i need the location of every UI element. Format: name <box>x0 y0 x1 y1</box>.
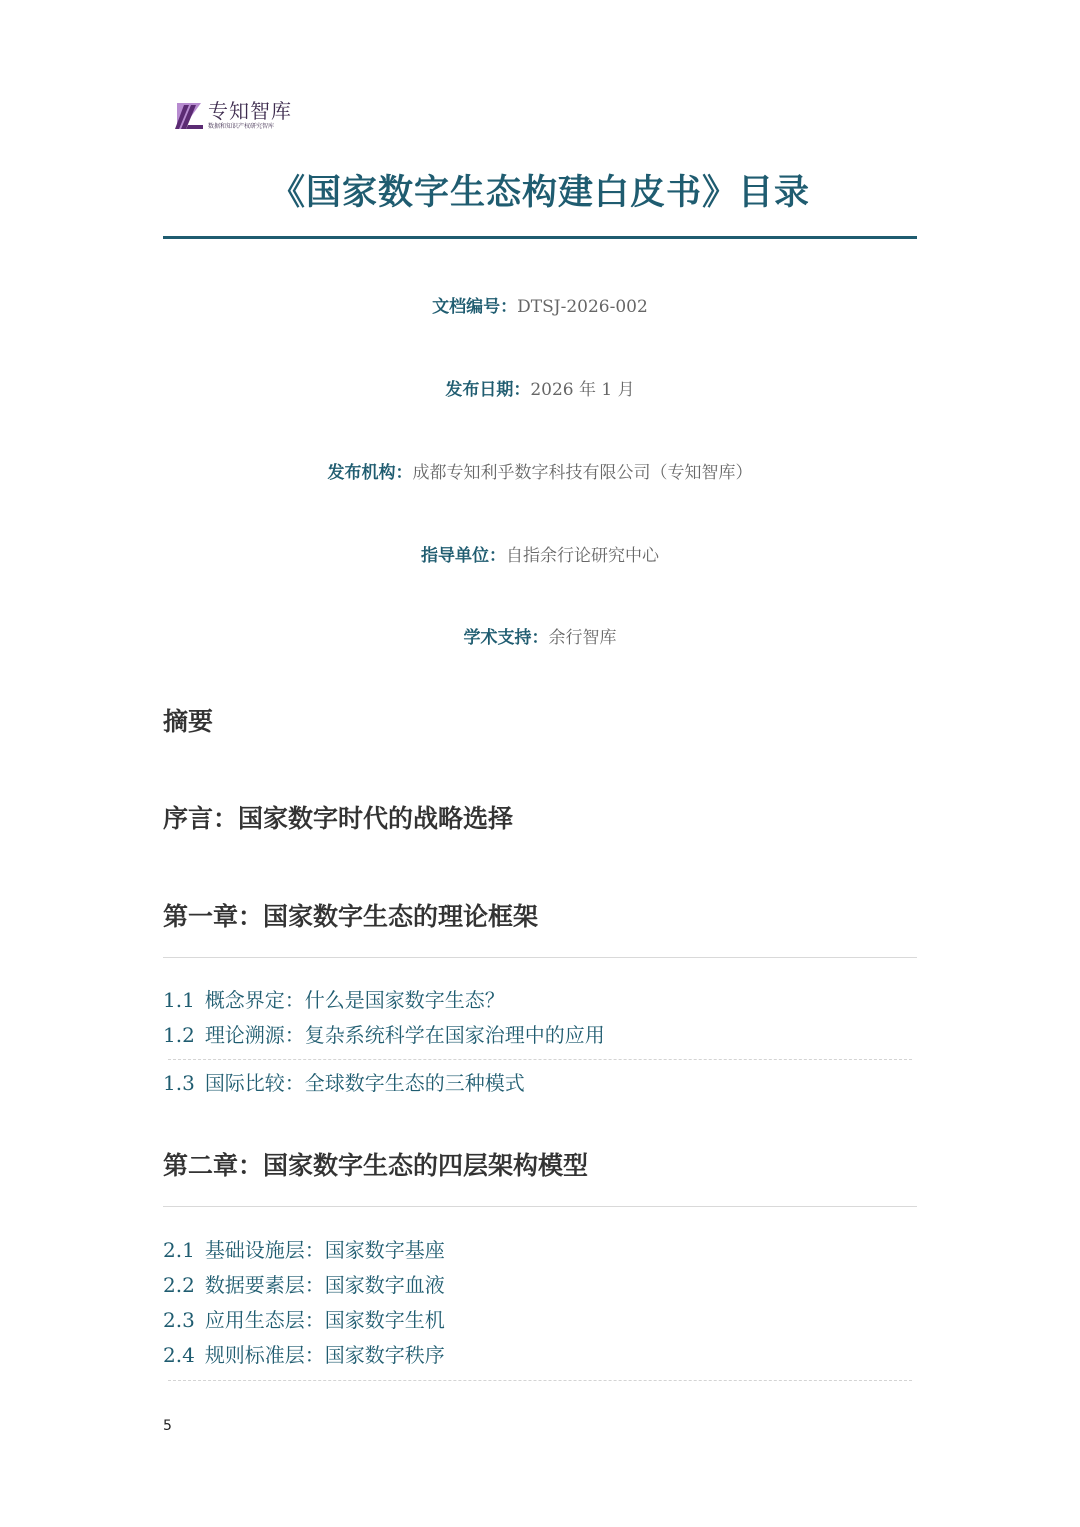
meta-value: DTSJ-2026-002 <box>517 297 648 317</box>
toc-item-2-4[interactable] <box>163 1341 445 1369</box>
toc-item-number: 1.2 <box>163 1023 195 1047</box>
brand-tagline: 数据和知识产权研究智库 <box>208 123 275 130</box>
meta-guiding-unit <box>0 544 1080 568</box>
toc-item-text: 规则标准层：国家数字秩序 <box>204 1343 445 1367</box>
toc-item-text: 应用生态层：国家数字生机 <box>204 1308 445 1332</box>
chapter2-divider <box>163 1206 917 1207</box>
meta-publisher <box>0 461 1080 485</box>
toc-item-number: 2.1 <box>163 1238 195 1262</box>
zl-monogram-icon <box>175 101 203 131</box>
meta-label: 文档编号： <box>432 297 518 317</box>
meta-value: 2026 年 1 月 <box>530 380 635 400</box>
toc-item-text: 国际比较：全球数字生态的三种模式 <box>204 1071 525 1095</box>
title-divider <box>163 236 917 239</box>
toc-item-2-2[interactable] <box>163 1271 445 1299</box>
dashed-divider <box>168 1059 912 1060</box>
brand-logo <box>175 100 292 131</box>
meta-doc-number <box>0 295 1080 319</box>
toc-item-1-3[interactable] <box>163 1069 525 1097</box>
toc-item-text: 概念界定：什么是国家数字生态？ <box>204 988 505 1012</box>
meta-value: 余行智库 <box>548 628 617 648</box>
toc-abstract[interactable]: 摘要 <box>163 707 214 736</box>
meta-value: 自指余行论研究中心 <box>506 546 659 566</box>
toc-item-number: 2.3 <box>163 1308 195 1332</box>
page-number: 5 <box>163 1418 172 1434</box>
toc-preface[interactable]: 序言：国家数字时代的战略选择 <box>163 804 514 833</box>
toc-item-1-2[interactable] <box>163 1021 605 1049</box>
meta-release-date <box>0 378 1080 402</box>
toc-item-text: 基础设施层：国家数字基座 <box>204 1238 445 1262</box>
meta-label: 发布日期： <box>445 380 531 400</box>
dashed-divider <box>168 1380 912 1381</box>
document-title: 《国家数字生态构建白皮书》目录 <box>269 173 810 213</box>
meta-academic-support <box>0 626 1080 650</box>
toc-item-number: 1.1 <box>163 988 195 1012</box>
meta-label: 学术支持： <box>463 628 549 648</box>
brand-name: 专知智库 <box>208 99 292 123</box>
toc-item-number: 1.3 <box>163 1071 195 1095</box>
toc-chapter1-title[interactable]: 第一章：国家数字生态的理论框架 <box>163 902 539 931</box>
meta-label: 指导单位： <box>421 546 506 566</box>
toc-item-1-1[interactable] <box>163 986 505 1014</box>
toc-item-text: 数据要素层：国家数字血液 <box>204 1273 445 1297</box>
toc-item-number: 2.2 <box>163 1273 195 1297</box>
toc-item-2-3[interactable] <box>163 1306 445 1334</box>
meta-label: 发布机构： <box>327 463 413 483</box>
meta-value: 成都专知利乎数字科技有限公司（专知智库） <box>412 463 753 483</box>
toc-chapter2-title[interactable]: 第二章：国家数字生态的四层架构模型 <box>163 1151 589 1180</box>
chapter1-divider <box>163 957 917 958</box>
toc-item-2-1[interactable] <box>163 1236 445 1264</box>
toc-item-number: 2.4 <box>163 1343 195 1367</box>
toc-item-text: 理论溯源：复杂系统科学在国家治理中的应用 <box>204 1023 605 1047</box>
